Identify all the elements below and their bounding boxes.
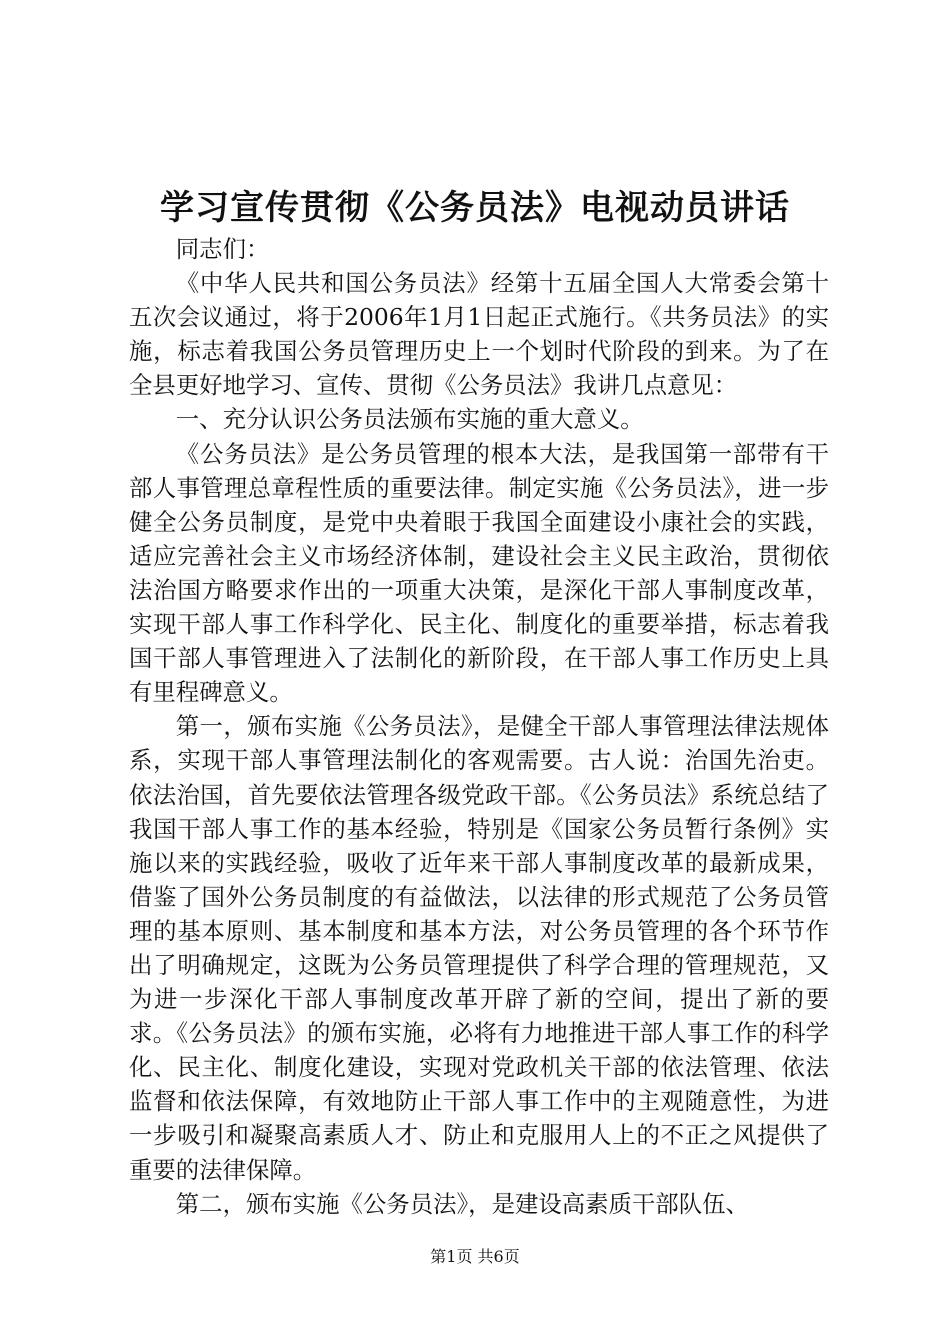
body-paragraph: 第二，颁布实施《公务员法》，是建设高素质干部队伍、	[175, 1189, 749, 1218]
document-body	[129, 232, 829, 1221]
page-number-footer: 第1页 共6页	[430, 1247, 520, 1266]
body-paragraph: 第一，颁布实施《公务员法》，是健全干部人事管理法律法规体系，实现干部人事管理法制化的客观需要。古人说：治国先治吏。依法治国，首先要依法管理各级党政干部。《公务员法》系统总结了我国干部人事工作的基本经验，特别是《国家公务员暂行条例》实施以来的实践经验，吸收了近年来干部人事制度改革的最新成果，借鉴了国外公务员制度的有益做法，以法律的形式规范了公务员管理的基本原则、基本制度和基本方法，对公务员管理的各个环节作出了明确规定，这既为公务员管理提供了科学合理的管理规范，又为进一步深化干部人事制度改革开辟了新的空间，提出了新的要求。《公务员法》的颁布实施，必将有力地推进干部人事工作的科学化、民主化、制度化建设，实现对党政机关干部的依法管理、依法监督和依法保障，有效地防止干部人事工作中的主观随意性，为进一步吸引和凝聚高素质人才、防止和克服用人上的不正之风提供了重要的法律保障。	[129, 712, 829, 1184]
section-heading: 一、充分认识公务员法颁布实施的重大意义。	[175, 405, 644, 434]
document-title: 学习宣传贯彻《公务员法》电视动员讲话	[160, 188, 790, 228]
salutation: 同志们：	[175, 235, 270, 263]
body-paragraph: 《公务员法》是公务员管理的根本大法，是我国第一部带有干部人事管理总章程性质的重要法律。制定实施《公务员法》，进一步健全公务员制度，是党中央着眼于我国全面建设小康社会的实践，适应完善社会主义市场经济体制，建设社会主义民主政治，贯彻依法治国方略要求作出的一项重大决策，是深化干部人事制度改革，实现干部人事工作科学化、民主化、制度化的重要举措，标志着我国干部人事管理进入了法制化的新阶段，在干部人事工作历史上具有里程碑意义。	[129, 439, 829, 707]
body-paragraph: 《中华人民共和国公务员法》经第十五届全国人大常委会第十五次会议通过，将于2006年1月1日起正式施行。《共务员法》的实施，标志着我国公务员管理历史上一个划时代阶段的到来。为了在全县更好地学习、宣传、贯彻《公务员法》我讲几点意见：	[129, 269, 829, 400]
